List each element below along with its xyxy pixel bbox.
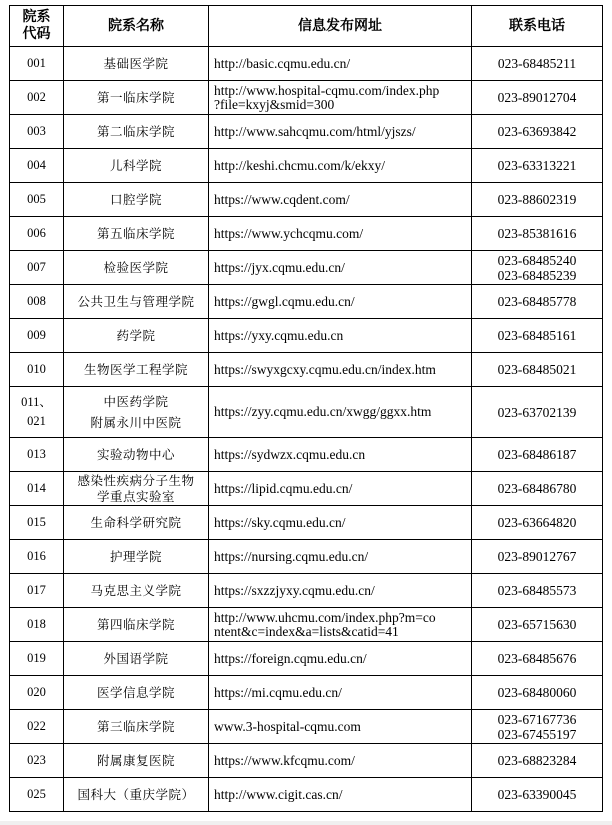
table-row: [10, 574, 603, 608]
dept-code-cell: [10, 115, 64, 149]
info-url-link-line[interactable]: https://zyy.cqmu.edu.cn/xwgg/ggxx.htm: [214, 404, 432, 419]
dept-name-cell-line: 医学信息学院: [96, 685, 175, 700]
dept-name-cell: [64, 676, 209, 710]
dept-code-cell: [10, 47, 64, 81]
page-bottom-band: [0, 821, 612, 825]
dept-name-cell-line: 口腔学院: [109, 192, 162, 207]
dept-name-cell-line: 学重点实验室: [96, 488, 175, 504]
info-url-link-line[interactable]: http://www.hospital-cqmu.com/index.php: [214, 82, 440, 98]
contact-phone-cell: [472, 81, 603, 115]
contact-phone-cell: [472, 744, 603, 778]
info-url-link-line[interactable]: ?file=kxyj&smid=300: [214, 96, 335, 112]
info-url-link[interactable]: [209, 710, 472, 744]
dept-name-cell: [64, 540, 209, 574]
table-row: [10, 285, 603, 319]
dept-name-cell: [64, 149, 209, 183]
dept-name-cell: [64, 744, 209, 778]
contact-phone-cell-line: 023-85381616: [497, 226, 577, 241]
dept-name-cell: [64, 642, 209, 676]
table-row: [10, 540, 603, 574]
contact-phone-cell: [472, 387, 603, 438]
info-url-link[interactable]: [209, 251, 472, 285]
dept-code-cell-line: 004: [27, 158, 46, 172]
contact-phone-cell: [472, 217, 603, 251]
contact-phone-cell-line: 023-63664820: [497, 515, 577, 530]
contact-phone-cell-line: 023-68480060: [497, 685, 577, 700]
dept-name-cell: [64, 183, 209, 217]
table-row: [10, 710, 603, 744]
table-row: [10, 149, 603, 183]
table-row: [10, 472, 603, 506]
info-url-link[interactable]: [209, 574, 472, 608]
contact-phone-cell-line: 023-89012704: [497, 90, 577, 105]
contact-phone-cell: [472, 472, 603, 506]
table-row: [10, 217, 603, 251]
info-url-link[interactable]: [209, 47, 472, 81]
dept-code-cell: [10, 387, 64, 438]
info-url-link[interactable]: [209, 387, 472, 438]
contact-phone-cell-line: 023-68823284: [497, 753, 577, 768]
table-row: [10, 778, 603, 812]
dept-name-cell-line: 公共卫生与管理学院: [77, 294, 195, 309]
dept-name-cell: [64, 81, 209, 115]
contact-phone-cell: [472, 251, 603, 285]
dept-code-cell-line: 018: [27, 617, 46, 631]
dept-name-cell-line: 附属永川中医院: [90, 415, 182, 430]
dept-code-cell-line: 006: [27, 226, 46, 240]
info-url-link-line[interactable]: https://www.kfcqmu.com/: [214, 752, 355, 768]
dept-code-cell-line: 019: [27, 651, 46, 665]
contact-phone-cell: [472, 506, 603, 540]
dept-code-cell: [10, 183, 64, 217]
dept-code-cell-line: 015: [27, 515, 46, 529]
info-url-link-line[interactable]: ntent&c=index&a=lists&catid=41: [214, 623, 399, 639]
contact-phone-cell: [472, 608, 603, 642]
header-dept-code-line: 代码: [22, 26, 51, 42]
dept-code-cell: [10, 353, 64, 387]
table-row: [10, 744, 603, 778]
dept-name-cell: [64, 251, 209, 285]
dept-code-cell-line: 023: [27, 753, 46, 767]
contact-phone-cell: [472, 778, 603, 812]
contact-phone-cell-line: 023-68485021: [497, 362, 577, 377]
contact-phone-cell: [472, 438, 603, 472]
dept-code-cell-line: 017: [27, 583, 46, 597]
table-row: [10, 251, 603, 285]
dept-code-cell-line: 007: [27, 260, 46, 274]
dept-code-cell: [10, 710, 64, 744]
dept-name-cell-line: 生物医学工程学院: [83, 362, 188, 377]
dept-name-cell: [64, 47, 209, 81]
info-url-link[interactable]: [209, 149, 472, 183]
contact-phone-cell-line: 023-67455197: [497, 726, 577, 742]
header-contact-phone: 联系电话: [472, 6, 603, 47]
header-info-url: 信息发布网址: [209, 6, 472, 47]
dept-code-cell: [10, 81, 64, 115]
header-dept-code-line: 院系: [22, 9, 51, 25]
department-contact-table: [9, 5, 603, 812]
contact-phone-cell: [472, 676, 603, 710]
info-url-link[interactable]: [209, 540, 472, 574]
dept-code-cell-line: 002: [27, 90, 46, 104]
dept-code-cell: [10, 540, 64, 574]
dept-name-cell-line: 生命科学研究院: [90, 515, 182, 530]
contact-phone-cell-line: 023-89012767: [497, 549, 577, 564]
header-dept-code: [10, 6, 64, 47]
dept-name-cell: [64, 710, 209, 744]
dept-code-cell-line: 009: [27, 328, 46, 342]
info-url-link[interactable]: [209, 778, 472, 812]
dept-name-cell: [64, 778, 209, 812]
info-url-link-line[interactable]: https://swyxgcxy.cqmu.edu.cn/index.htm: [214, 361, 436, 377]
table-row: [10, 319, 603, 353]
table-row: [10, 387, 603, 438]
dept-code-cell-line: 011、: [21, 395, 52, 409]
dept-code-cell: [10, 285, 64, 319]
info-url-link[interactable]: [209, 438, 472, 472]
dept-code-cell: [10, 251, 64, 285]
contact-phone-cell-line: 023-68485211: [497, 56, 577, 71]
info-url-link-line[interactable]: https://jyx.cqmu.edu.cn/: [214, 259, 345, 275]
info-url-link-line[interactable]: https://gwgl.cqmu.edu.cn/: [214, 293, 355, 309]
dept-name-cell: [64, 115, 209, 149]
dept-name-cell-line: 第三临床学院: [96, 719, 175, 734]
table-row: [10, 183, 603, 217]
table-row: [10, 676, 603, 710]
dept-code-cell-line: 005: [27, 192, 46, 206]
contact-phone-cell-line: 023-67167736: [497, 711, 577, 727]
dept-name-cell: [64, 472, 209, 506]
contact-phone-cell-line: 023-68485676: [497, 651, 577, 666]
info-url-link-line[interactable]: https://nursing.cqmu.edu.cn/: [214, 548, 369, 564]
dept-code-cell-line: 014: [27, 481, 46, 495]
info-url-link[interactable]: [209, 353, 472, 387]
table-row: [10, 115, 603, 149]
dept-code-cell: [10, 642, 64, 676]
info-url-link[interactable]: [209, 183, 472, 217]
table-row: [10, 642, 603, 676]
contact-phone-cell-line: 023-68486780: [497, 481, 577, 496]
dept-name-cell-line: 外国语学院: [103, 651, 169, 666]
contact-phone-cell-line: 023-63693842: [497, 124, 577, 139]
dept-code-cell-line: 008: [27, 294, 46, 308]
table-row: [10, 47, 603, 81]
dept-name-cell: [64, 608, 209, 642]
info-url-link[interactable]: [209, 472, 472, 506]
dept-code-cell-line: 025: [27, 787, 46, 801]
info-url-link-line[interactable]: http://basic.cqmu.edu.cn/: [214, 55, 351, 71]
dept-name-cell-line: 第五临床学院: [96, 226, 175, 241]
dept-code-cell: [10, 608, 64, 642]
dept-code-cell-line: 016: [27, 549, 46, 563]
info-url-link-line[interactable]: https://mi.cqmu.edu.cn/: [214, 684, 342, 700]
dept-code-cell-line: 021: [27, 414, 46, 428]
contact-phone-cell-line: 023-68486187: [497, 447, 577, 462]
info-url-link[interactable]: [209, 506, 472, 540]
dept-name-cell-line: 检验医学院: [103, 260, 169, 275]
contact-phone-cell-line: 023-63702139: [497, 404, 577, 420]
contact-phone-cell: [472, 353, 603, 387]
contact-phone-cell-line: 023-88602319: [497, 192, 577, 207]
info-url-link[interactable]: [209, 608, 472, 642]
contact-phone-cell: [472, 710, 603, 744]
dept-name-cell-line: 儿科学院: [109, 158, 162, 173]
dept-name-cell: [64, 285, 209, 319]
dept-name-cell: [64, 574, 209, 608]
dept-code-cell: [10, 217, 64, 251]
dept-name-cell-line: 附属康复医院: [96, 753, 175, 768]
table-row: [10, 438, 603, 472]
info-url-link-line[interactable]: www.3-hospital-cqmu.com: [214, 718, 361, 734]
contact-phone-cell-line: 023-68485240: [497, 252, 577, 268]
info-url-link-line[interactable]: https://www.cqdent.com/: [214, 191, 350, 207]
contact-phone-cell-line: 023-65715630: [497, 617, 577, 632]
dept-code-cell: [10, 472, 64, 506]
contact-phone-cell: [472, 183, 603, 217]
contact-phone-cell-line: 023-68485573: [497, 583, 577, 598]
dept-code-cell-line: 010: [27, 362, 46, 376]
dept-code-cell-line: 003: [27, 124, 46, 138]
table-row: [10, 81, 603, 115]
info-url-link-line[interactable]: https://foreign.cqmu.edu.cn/: [214, 650, 367, 666]
dept-name-cell-line: 马克思主义学院: [90, 583, 182, 598]
contact-phone-cell: [472, 642, 603, 676]
contact-phone-cell-line: 023-63390045: [497, 787, 577, 802]
info-url-link-line[interactable]: http://www.uhcmu.com/index.php?m=co: [214, 609, 436, 625]
dept-name-cell-line: 中医药学院: [103, 394, 169, 409]
info-url-link-line[interactable]: http://www.sahcqmu.com/html/yjszs/: [214, 123, 416, 139]
dept-code-cell-line: 013: [27, 447, 46, 461]
info-url-link[interactable]: [209, 676, 472, 710]
info-url-link[interactable]: [209, 319, 472, 353]
dept-name-cell-line: 第二临床学院: [96, 124, 175, 139]
info-url-link[interactable]: [209, 115, 472, 149]
contact-phone-cell: [472, 47, 603, 81]
contact-phone-cell-line: 023-68485161: [497, 328, 577, 343]
dept-name-cell-line: 药学院: [116, 328, 156, 343]
contact-phone-cell: [472, 149, 603, 183]
dept-name-cell: [64, 217, 209, 251]
contact-phone-cell: [472, 540, 603, 574]
contact-phone-cell-line: 023-63313221: [497, 158, 577, 173]
dept-name-cell-line: 国科大（重庆学院）: [77, 787, 195, 802]
dept-code-cell: [10, 744, 64, 778]
dept-code-cell-line: 020: [27, 685, 46, 699]
dept-name-cell-line: 感染性疾病分子生物: [77, 472, 195, 488]
info-url-link-line[interactable]: http://keshi.chcmu.com/k/ekxy/: [214, 157, 385, 173]
dept-name-cell-line: 第四临床学院: [96, 617, 175, 632]
table-row: [10, 608, 603, 642]
dept-code-cell: [10, 506, 64, 540]
dept-name-cell: [64, 387, 209, 438]
info-url-link-line[interactable]: https://sxzzjyxy.cqmu.edu.cn/: [214, 582, 375, 598]
header-dept-name: 院系名称: [64, 6, 209, 47]
info-url-link-line[interactable]: https://lipid.cqmu.edu.cn/: [214, 480, 353, 496]
dept-name-cell: [64, 506, 209, 540]
table-row: [10, 353, 603, 387]
info-url-link-line[interactable]: http://www.cigit.cas.cn/: [214, 786, 343, 802]
dept-name-cell-line: 实验动物中心: [96, 447, 175, 462]
info-url-link[interactable]: [209, 217, 472, 251]
info-url-link[interactable]: [209, 285, 472, 319]
dept-code-cell-line: 022: [27, 719, 46, 733]
dept-name-cell: [64, 353, 209, 387]
dept-name-cell: [64, 438, 209, 472]
contact-phone-cell: [472, 285, 603, 319]
info-url-link-line[interactable]: https://sky.cqmu.edu.cn/: [214, 514, 346, 530]
info-url-link-line[interactable]: https://sydwzx.cqmu.edu.cn: [214, 446, 366, 462]
dept-code-cell: [10, 778, 64, 812]
contact-phone-cell: [472, 574, 603, 608]
contact-phone-cell-line: 023-68485778: [497, 294, 577, 309]
dept-name-cell-line: 第一临床学院: [96, 90, 175, 105]
dept-name-cell: [64, 319, 209, 353]
contact-phone-cell: [472, 319, 603, 353]
table-body: [10, 47, 603, 812]
dept-code-cell: [10, 676, 64, 710]
info-url-link-line[interactable]: https://yxy.cqmu.edu.cn: [214, 327, 344, 343]
table-row: [10, 506, 603, 540]
info-url-link[interactable]: [209, 81, 472, 115]
dept-code-cell: [10, 319, 64, 353]
info-url-link-line[interactable]: https://www.ychcqmu.com/: [214, 225, 364, 241]
info-url-link[interactable]: [209, 642, 472, 676]
dept-code-cell-line: 001: [27, 56, 46, 70]
dept-name-cell-line: 护理学院: [109, 549, 162, 564]
dept-code-cell: [10, 438, 64, 472]
table-header-row: [10, 6, 603, 47]
dept-code-cell: [10, 574, 64, 608]
contact-phone-cell: [472, 115, 603, 149]
info-url-link[interactable]: [209, 744, 472, 778]
dept-name-cell-line: 基础医学院: [103, 56, 169, 71]
dept-code-cell: [10, 149, 64, 183]
contact-phone-cell-line: 023-68485239: [497, 267, 577, 283]
